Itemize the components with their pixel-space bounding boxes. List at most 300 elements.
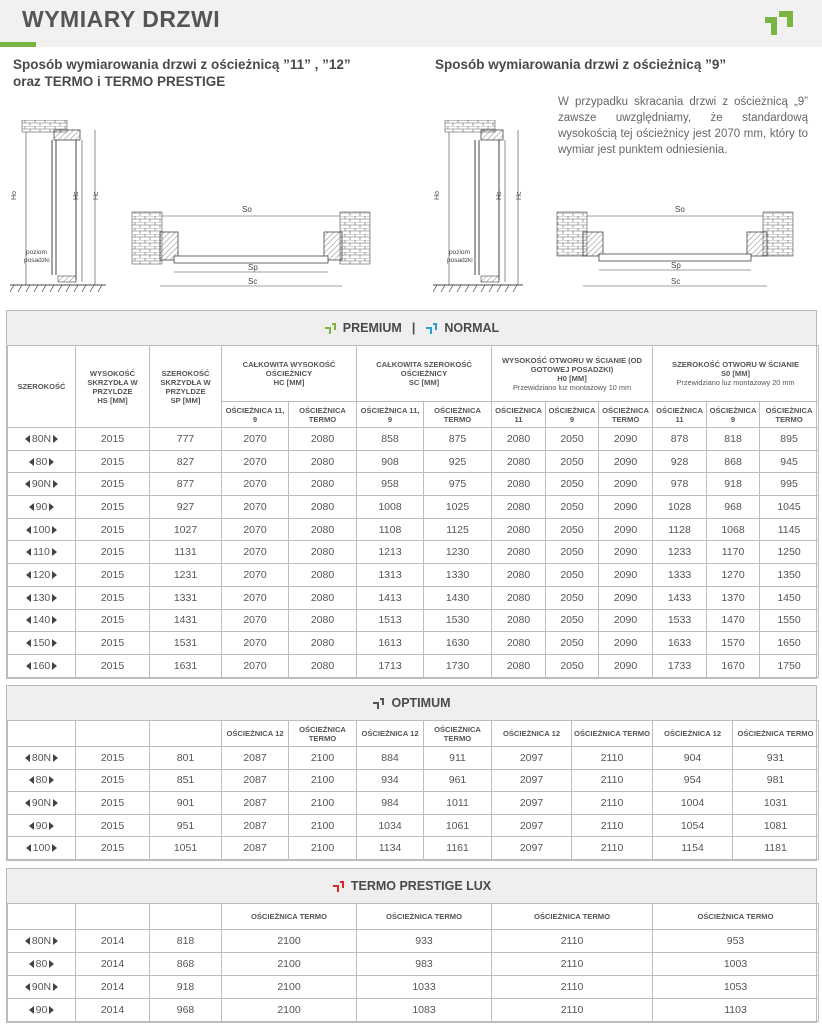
table-cell: 2080 (492, 654, 546, 677)
table-cell: 2050 (546, 473, 599, 496)
width-label: 90N (31, 796, 52, 809)
table-cell: 2015 (76, 609, 150, 632)
th-sub: OŚCIEŻNICA 11 (492, 402, 546, 428)
table-cell: 1533 (653, 609, 707, 632)
width-label: 80 (35, 455, 48, 468)
table-cell: 2014 (76, 976, 150, 999)
door-diagram-1 (10, 120, 390, 305)
page-header (0, 0, 822, 47)
th-calk-szer-sym: SC [MM] (408, 378, 440, 387)
arrow-left-icon (26, 616, 31, 624)
table-cell: 1034 (357, 814, 424, 837)
table-cell: 2090 (599, 496, 653, 519)
table-cell: 2014 (76, 999, 150, 1022)
width-cell (8, 496, 76, 519)
table-cell: 1433 (653, 586, 707, 609)
table-cell: 1733 (653, 654, 707, 677)
table-cell: 2087 (222, 814, 289, 837)
table-cell: 2070 (222, 654, 289, 677)
table-cell: 1028 (653, 496, 707, 519)
table-cell: 1061 (424, 814, 492, 837)
normal-icon (425, 322, 438, 335)
table-cell: 2110 (572, 747, 653, 770)
table-cell: 1125 (424, 518, 492, 541)
table-cell: 2080 (289, 609, 357, 632)
arrow-left-icon (29, 822, 34, 830)
table-cell: 2080 (289, 428, 357, 451)
optimum-table (7, 720, 819, 860)
table-cell: 1170 (707, 541, 760, 564)
termo-table-box (6, 868, 817, 1023)
table-cell: 933 (357, 930, 492, 953)
th-szer-skrzydla (150, 346, 222, 428)
table-cell: 1750 (760, 654, 819, 677)
table-cell: 2080 (492, 450, 546, 473)
termo-label: TERMO PRESTIGE LUX (350, 879, 492, 893)
table-cell: 1027 (150, 518, 222, 541)
table-row (8, 814, 819, 837)
th-calk-szer-text: CAŁKOWITA SZEROKOŚĆ OŚCIEŻNICY (376, 360, 472, 378)
th-szerokosc: SZEROKOŚĆ (8, 346, 76, 428)
table-cell: 2050 (546, 541, 599, 564)
width-cell (8, 428, 76, 451)
arrow-right-icon (52, 594, 57, 602)
width-label: 90N (31, 478, 52, 491)
arrow-left-icon (26, 548, 31, 556)
table-cell: 2080 (492, 609, 546, 632)
table-cell: 868 (150, 953, 222, 976)
table-cell: 2080 (289, 473, 357, 496)
table-cell: 1431 (150, 609, 222, 632)
table-cell: 1011 (424, 792, 492, 815)
width-cell (8, 976, 76, 999)
arrow-right-icon (52, 662, 57, 670)
table-cell: 1333 (653, 564, 707, 587)
arrow-left-icon (29, 458, 34, 466)
arrow-left-icon (26, 662, 31, 670)
th-empty (76, 904, 150, 930)
table-cell: 2080 (289, 450, 357, 473)
th-szer-otworu-text: SZEROKOŚĆ OTWORU W ŚCIANIE (672, 360, 800, 369)
table-row (8, 837, 819, 860)
table-cell: 2110 (492, 999, 653, 1022)
table-cell: 2015 (76, 792, 150, 815)
table-cell: 2070 (222, 473, 289, 496)
table-cell: 1051 (150, 837, 222, 860)
table-cell: 2080 (492, 428, 546, 451)
width-cell (8, 518, 76, 541)
table-cell: 1331 (150, 586, 222, 609)
table-cell: 2097 (492, 837, 572, 860)
table-cell: 2080 (289, 518, 357, 541)
table-cell: 2110 (572, 837, 653, 860)
arrow-right-icon (52, 526, 57, 534)
label-hc-2: Hc (516, 191, 523, 200)
table-cell: 981 (733, 769, 819, 792)
th-calk-szer (357, 346, 492, 402)
header-accent-bar (0, 42, 36, 47)
arrow-right-icon (52, 639, 57, 647)
table-cell: 2090 (599, 518, 653, 541)
table-cell: 1233 (653, 541, 707, 564)
table-cell: 2050 (546, 496, 599, 519)
table-cell: 2100 (289, 792, 357, 815)
width-label: 130 (32, 591, 51, 604)
table-row (8, 496, 819, 519)
arrow-left-icon (29, 776, 34, 784)
width-cell (8, 654, 76, 677)
width-label: 80N (31, 432, 52, 445)
width-cell (8, 586, 76, 609)
table-cell: 2080 (492, 473, 546, 496)
table-cell: 1313 (357, 564, 424, 587)
arrow-right-icon (52, 548, 57, 556)
brand-logo-icon (757, 5, 797, 43)
table-cell: 1128 (653, 518, 707, 541)
arrow-right-icon (53, 799, 58, 807)
table-cell: 2097 (492, 814, 572, 837)
width-label: 90 (35, 819, 48, 832)
table-cell: 877 (150, 473, 222, 496)
optimum-table-box (6, 685, 817, 861)
th-sub: OŚCIEŻNICA 12 (357, 721, 424, 747)
premium-separator: | (411, 321, 416, 335)
arrow-left-icon (26, 639, 31, 647)
width-label: 80N (31, 751, 52, 764)
th-szer-otworu-sym: S0 [MM] (720, 369, 751, 378)
th-sub: OŚCIEŻNICA 9 (546, 402, 599, 428)
table-cell: 2080 (492, 541, 546, 564)
width-label: 110 (33, 546, 50, 559)
table-cell: 2110 (572, 814, 653, 837)
th-sub: OŚCIEŻNICA TERMO (733, 721, 819, 747)
table-row (8, 518, 819, 541)
table-cell: 1531 (150, 632, 222, 655)
table-cell: 1054 (653, 814, 733, 837)
table-cell: 884 (357, 747, 424, 770)
table-cell: 945 (760, 450, 819, 473)
th-wys-otworu-text: WYSOKOŚĆ OTWORU W ŚCIANIE (OD GOTOWEJ POSADZKI) (501, 355, 643, 374)
width-cell (8, 837, 76, 860)
table-cell: 1413 (357, 586, 424, 609)
th-wys-skrzydla (76, 346, 150, 428)
table-row (8, 564, 819, 587)
th-empty (8, 721, 76, 747)
termo-icon (332, 880, 345, 893)
table-cell: 827 (150, 450, 222, 473)
table-row (8, 953, 819, 976)
table-cell: 2050 (546, 654, 599, 677)
section1-line2: oraz TERMO i TERMO PRESTIGE (13, 74, 226, 89)
optimum-table-body (8, 747, 819, 860)
width-cell (8, 473, 76, 496)
th-wys-otworu (492, 346, 653, 402)
table-cell: 2015 (76, 428, 150, 451)
normal-label: NORMAL (444, 321, 500, 335)
table-row (8, 769, 819, 792)
label-h0: Ho (11, 191, 18, 200)
width-label: 100 (32, 523, 51, 536)
table-cell: 1181 (733, 837, 819, 860)
arrow-left-icon (25, 435, 30, 443)
table-cell: 1350 (760, 564, 819, 587)
th-sub: OŚCIEŻNICA TERMO (572, 721, 653, 747)
table-cell: 2015 (76, 586, 150, 609)
arrow-right-icon (49, 822, 54, 830)
arrow-right-icon (49, 503, 54, 511)
table-cell: 2080 (492, 496, 546, 519)
table-row (8, 609, 819, 632)
th-calk-wys (222, 346, 357, 402)
arrow-right-icon (49, 1006, 54, 1014)
section1-line1: Sposób wymiarowania drzwi z ościeżnicą ”11” , ”12” (13, 57, 351, 72)
label-so-2: So (675, 205, 685, 214)
label-sc-2: Sc (671, 277, 681, 286)
table-cell: 2070 (222, 632, 289, 655)
arrow-left-icon (25, 754, 30, 762)
section2-heading: Sposób wymiarowania drzwi z ościeżnicą ”9” (435, 57, 727, 72)
th-sub: OŚCIEŻNICA 12 (653, 721, 733, 747)
table-cell: 2070 (222, 609, 289, 632)
table-cell: 1068 (707, 518, 760, 541)
table-cell: 2080 (289, 564, 357, 587)
table-cell: 1053 (653, 976, 819, 999)
arrow-left-icon (26, 571, 31, 579)
section2-note: W przypadku skracania drzwi z ościeżnicą „9” zawsze uwzględniamy, że standardową wysokością tej ościeżnicy jest 2070 mm, który to wymiar jest punktem odniesienia. (558, 96, 808, 156)
table-cell: 1513 (357, 609, 424, 632)
width-label: 100 (32, 842, 51, 855)
table-cell: 2050 (546, 428, 599, 451)
label-hs-2: Hs (496, 191, 503, 200)
table-cell: 878 (653, 428, 707, 451)
width-cell (8, 792, 76, 815)
th-calk-wys-sym: HC [MM] (273, 378, 305, 387)
table-cell: 1145 (760, 518, 819, 541)
th-wys-otworu-sym: H0 [MM] (557, 373, 587, 383)
table-cell: 1670 (707, 654, 760, 677)
table-cell: 2070 (222, 450, 289, 473)
th-calk-wys-text: CAŁKOWITA WYSOKOŚĆ OŚCIEŻNICY (242, 360, 336, 378)
table-cell: 1004 (653, 792, 733, 815)
table-cell: 2090 (599, 609, 653, 632)
table-row (8, 976, 819, 999)
table-cell: 2110 (492, 976, 653, 999)
label-sc: Sc (248, 277, 258, 286)
table-cell: 918 (707, 473, 760, 496)
arrow-right-icon (53, 435, 58, 443)
optimum-header (7, 686, 816, 720)
table-row (8, 473, 819, 496)
table-cell: 2090 (599, 428, 653, 451)
table-cell: 1008 (357, 496, 424, 519)
th-wys-skrzydla-text: WYSOKOŚĆ SKRZYDŁA W PRZYLDZE (87, 368, 138, 396)
table-cell: 908 (357, 450, 424, 473)
th-szer-skrzydla-sym: SP [MM] (170, 395, 201, 405)
th-szer-otworu-note: Przewidziano luz montażowy 20 mm (676, 378, 795, 387)
table-cell: 984 (357, 792, 424, 815)
table-cell: 2110 (492, 953, 653, 976)
width-label: 80 (35, 958, 48, 970)
table-cell: 2080 (289, 541, 357, 564)
table-row (8, 586, 819, 609)
table-cell: 953 (653, 930, 819, 953)
table-cell: 818 (150, 930, 222, 953)
table-cell: 1231 (150, 564, 222, 587)
th-sub: OŚCIEŻNICA 9 (707, 402, 760, 428)
table-row (8, 428, 819, 451)
label-so: So (242, 205, 252, 214)
table-cell: 931 (733, 747, 819, 770)
label-floor-1: poziom (26, 249, 47, 256)
table-row (8, 792, 819, 815)
table-cell: 1103 (653, 999, 819, 1022)
table-cell: 2090 (599, 564, 653, 587)
table-cell: 2050 (546, 632, 599, 655)
table-cell: 2097 (492, 769, 572, 792)
table-cell: 2090 (599, 450, 653, 473)
table-cell: 2015 (76, 518, 150, 541)
table-cell: 1270 (707, 564, 760, 587)
table-cell: 2015 (76, 450, 150, 473)
table-cell: 2014 (76, 953, 150, 976)
table-cell: 818 (707, 428, 760, 451)
table-cell: 868 (707, 450, 760, 473)
arrow-left-icon (29, 503, 34, 511)
table-cell: 2050 (546, 609, 599, 632)
table-cell: 928 (653, 450, 707, 473)
table-cell: 2100 (289, 814, 357, 837)
th-sub: OŚCIEŻNICA TERMO (492, 904, 653, 930)
label-sp: Sp (248, 263, 258, 272)
door-diagram-2 (433, 120, 813, 305)
width-label: 140 (32, 614, 51, 627)
table-cell: 2110 (492, 930, 653, 953)
table-cell: 904 (653, 747, 733, 770)
premium-normal-table-box (6, 310, 817, 679)
table-cell: 2050 (546, 518, 599, 541)
table-cell: 1134 (357, 837, 424, 860)
table-cell: 2070 (222, 518, 289, 541)
width-cell (8, 564, 76, 587)
table-cell: 851 (150, 769, 222, 792)
th-sub: OŚCIEŻNICA TERMO (289, 721, 357, 747)
table-cell: 1370 (707, 586, 760, 609)
table-cell: 2087 (222, 747, 289, 770)
premium-table-body (8, 428, 819, 678)
table-cell: 2080 (492, 518, 546, 541)
table-cell: 801 (150, 747, 222, 770)
termo-table-body (8, 930, 819, 1022)
width-cell (8, 953, 76, 976)
width-label: 80N (31, 935, 52, 947)
th-sub: OŚCIEŻNICA 11, 9 (222, 402, 289, 428)
width-cell (8, 450, 76, 473)
table-cell: 975 (424, 473, 492, 496)
arrow-left-icon (26, 844, 31, 852)
label-floor-2: posadzki (24, 257, 50, 264)
table-cell: 2080 (492, 586, 546, 609)
table-cell: 2015 (76, 837, 150, 860)
th-sub: OŚCIEŻNICA 12 (492, 721, 572, 747)
th-sub: OŚCIEŻNICA TERMO (599, 402, 653, 428)
table-cell: 901 (150, 792, 222, 815)
table-cell: 1613 (357, 632, 424, 655)
table-row (8, 541, 819, 564)
table-cell: 951 (150, 814, 222, 837)
table-cell: 2110 (572, 792, 653, 815)
table-cell: 2015 (76, 496, 150, 519)
table-cell: 1570 (707, 632, 760, 655)
table-cell: 1003 (653, 953, 819, 976)
table-cell: 1530 (424, 609, 492, 632)
table-cell: 1470 (707, 609, 760, 632)
label-floor-1-2: poziom (449, 249, 470, 256)
table-cell: 1633 (653, 632, 707, 655)
width-cell (8, 930, 76, 953)
table-cell: 2015 (76, 473, 150, 496)
label-floor-2-2: posadzki (447, 257, 473, 264)
table-cell: 2087 (222, 837, 289, 860)
arrow-left-icon (25, 480, 30, 488)
table-cell: 978 (653, 473, 707, 496)
width-cell (8, 609, 76, 632)
table-cell: 2015 (76, 564, 150, 587)
table-cell: 1031 (733, 792, 819, 815)
arrow-right-icon (52, 844, 57, 852)
table-cell: 2015 (76, 814, 150, 837)
table-cell: 2015 (76, 632, 150, 655)
th-sub: OŚCIEŻNICA 11, 9 (357, 402, 424, 428)
table-cell: 2070 (222, 541, 289, 564)
th-sub: OŚCIEŻNICA TERMO (357, 904, 492, 930)
label-sp-2: Sp (671, 261, 681, 270)
table-cell: 2080 (289, 496, 357, 519)
table-cell: 918 (150, 976, 222, 999)
th-wys-skrzydla-sym: HS [MM] (97, 395, 128, 405)
table-cell: 2080 (492, 632, 546, 655)
table-cell: 1330 (424, 564, 492, 587)
table-cell: 1213 (357, 541, 424, 564)
table-cell: 875 (424, 428, 492, 451)
table-cell: 1083 (357, 999, 492, 1022)
arrow-left-icon (25, 799, 30, 807)
table-cell: 2080 (289, 632, 357, 655)
th-empty (76, 721, 150, 747)
table-cell: 925 (424, 450, 492, 473)
table-cell: 1131 (150, 541, 222, 564)
arrow-left-icon (29, 1006, 34, 1014)
width-cell (8, 747, 76, 770)
table-cell: 1081 (733, 814, 819, 837)
arrow-left-icon (26, 526, 31, 534)
table-cell: 968 (150, 999, 222, 1022)
table-cell: 2087 (222, 769, 289, 792)
table-cell: 858 (357, 428, 424, 451)
width-label: 80 (35, 774, 48, 787)
width-label: 150 (32, 637, 51, 650)
th-szer-skrzydla-text: SZEROKOŚĆ SKRZYDŁA W PRZYLDZE (160, 368, 211, 396)
table-cell: 2014 (76, 930, 150, 953)
table-cell: 777 (150, 428, 222, 451)
table-cell: 1650 (760, 632, 819, 655)
table-cell: 1154 (653, 837, 733, 860)
width-label: 120 (32, 568, 51, 581)
table-cell: 2080 (289, 654, 357, 677)
table-cell: 2100 (289, 769, 357, 792)
table-cell: 2090 (599, 586, 653, 609)
table-cell: 2100 (222, 930, 357, 953)
table-cell: 2050 (546, 564, 599, 587)
